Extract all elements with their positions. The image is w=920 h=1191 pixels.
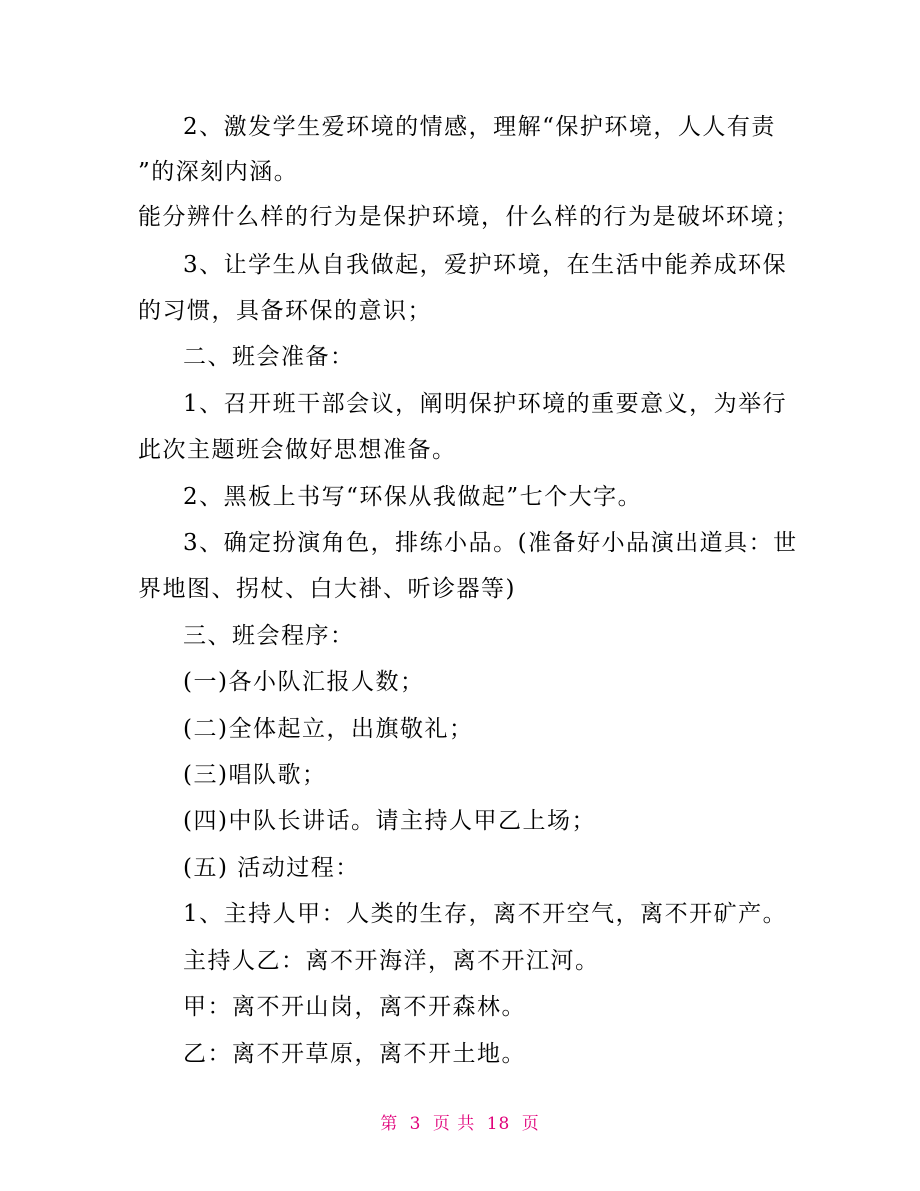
list-item: (五) 活动过程： xyxy=(183,855,360,881)
text-line: 3、让学生从自我做起，爱护环境，在生活中能养成环保 xyxy=(183,252,788,278)
total-pages-number: 18 xyxy=(486,1114,511,1134)
text-line: 2、黑板上书写“环保从我做起”七个大字。 xyxy=(183,484,643,510)
text-line: 乙：离不开草原，离不开土地。 xyxy=(183,1041,526,1067)
footer-suffix: 页 xyxy=(521,1114,540,1134)
text-line: 此次主题班会做好思想准备。 xyxy=(138,437,457,463)
page-footer xyxy=(0,1112,920,1136)
list-item: (一)各小队汇报人数； xyxy=(183,669,425,695)
section-heading: 二、班会准备： xyxy=(183,344,355,370)
current-page-number: 3 xyxy=(409,1114,422,1134)
text-line: 1、主持人甲：人类的生存，离不开空气，离不开矿产。 xyxy=(183,901,788,927)
text-line: 主持人乙：离不开海洋，离不开江河。 xyxy=(183,948,600,974)
text-line: 3、确定扮演角色，排练小品。(准备好小品演出道具：世 xyxy=(183,530,798,556)
text-line: 界地图、拐杖、白大褂、听诊器等) xyxy=(138,576,516,602)
list-item: (三)唱队歌； xyxy=(183,762,327,788)
footer-middle: 页 共 xyxy=(432,1114,476,1134)
section-heading: 三、班会程序： xyxy=(183,623,355,649)
text-line: ”的深刻内涵。 xyxy=(138,159,299,185)
list-item: (二)全体起立，出旗敬礼； xyxy=(183,716,474,742)
text-line: 2、激发学生爱环境的情感，理解“保护环境，人人有责 xyxy=(183,114,776,140)
text-line: 的习惯，具备环保的意识； xyxy=(138,298,432,324)
text-line: 能分辨什么样的行为是保护环境，什么样的行为是破坏环境； xyxy=(138,204,800,230)
text-line: 1、召开班干部会议，阐明保护环境的重要意义，为举行 xyxy=(183,391,788,417)
text-line: 甲：离不开山岗，离不开森林。 xyxy=(183,994,526,1020)
footer-prefix: 第 xyxy=(380,1114,399,1134)
list-item: (四)中队长讲话。请主持人甲乙上场； xyxy=(183,808,596,834)
